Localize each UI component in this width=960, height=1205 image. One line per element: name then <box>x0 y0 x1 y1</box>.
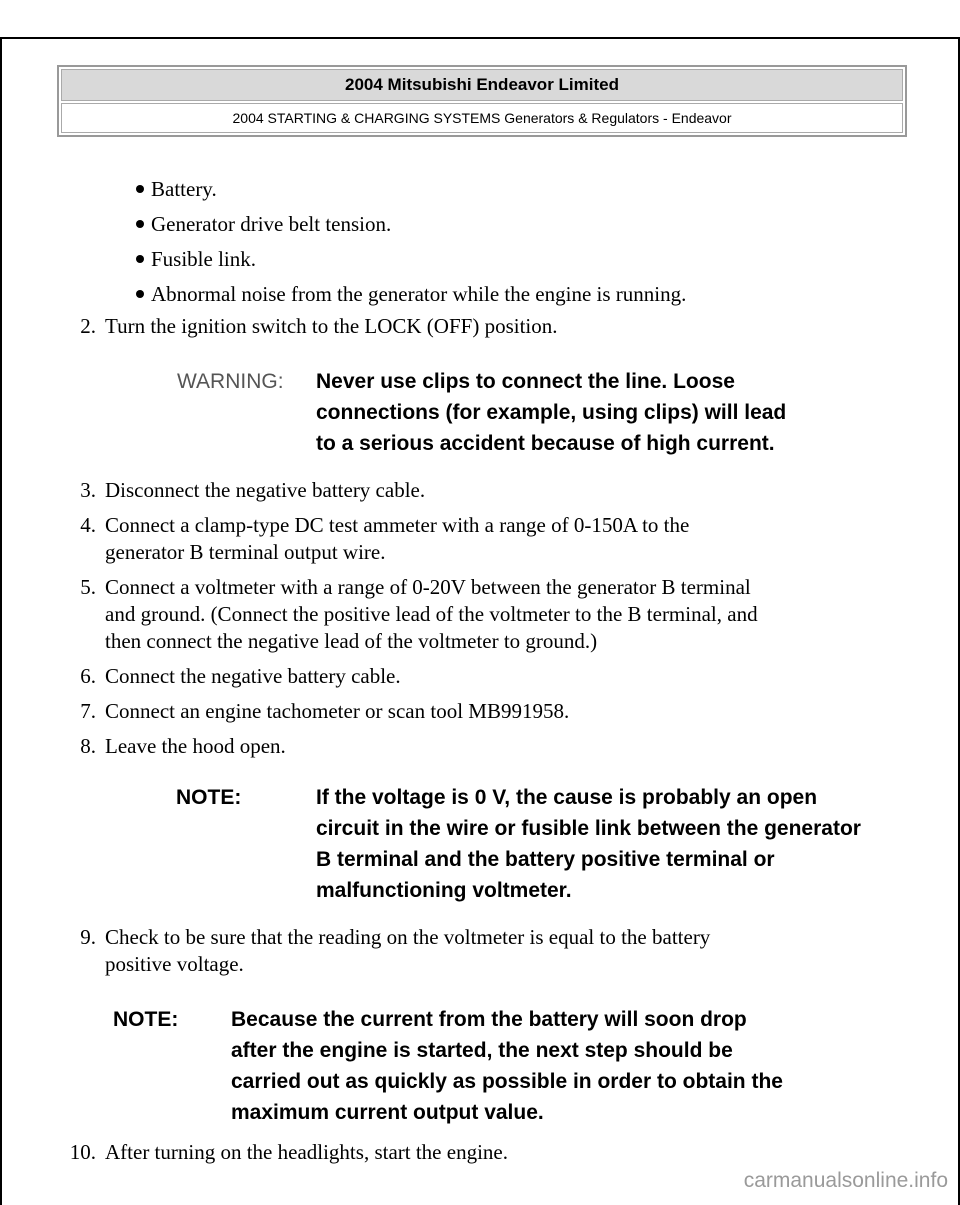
page-frame-top <box>0 37 960 39</box>
step-number: 7. <box>80 699 96 723</box>
bullet-item-fusible-link: Fusible link. <box>151 247 257 271</box>
step-number: 6. <box>80 664 96 688</box>
step-3-text: Disconnect the negative battery cable. <box>105 478 426 502</box>
note-label: NOTE: <box>113 1008 179 1031</box>
bullet-item-abnormal-noise: Abnormal noise from the generator while the engine is running. <box>151 282 687 306</box>
bullet-item-battery: Battery. <box>151 177 217 201</box>
bullet-icon <box>136 290 144 298</box>
step-number: 4. <box>80 513 96 537</box>
bullet-icon <box>136 185 144 193</box>
step-9-text-line: Check to be sure that the reading on the voltmeter is equal to the battery <box>105 925 711 949</box>
step-number: 3. <box>80 478 96 502</box>
document-header <box>57 65 907 137</box>
step-number: 8. <box>80 734 96 758</box>
step-5-text-line: and ground. (Connect the positive lead of the voltmeter to the B terminal, and <box>105 602 758 626</box>
note-text-line: after the engine is started, the next step should be <box>231 1039 733 1062</box>
note-text-line: malfunctioning voltmeter. <box>316 879 572 902</box>
section-title: 2004 STARTING & CHARGING SYSTEMS Generators & Regulators - Endeavor <box>61 103 903 133</box>
step-number: 9. <box>80 925 96 949</box>
note-label: NOTE: <box>176 786 242 809</box>
note-text-line: carried out as quickly as possible in order to obtain the <box>231 1070 783 1093</box>
step-8-text: Leave the hood open. <box>105 734 286 758</box>
step-2-text: Turn the ignition switch to the LOCK (OFF) position. <box>105 314 558 338</box>
warning-text-line: to a serious accident because of high current. <box>316 432 775 455</box>
note-text-line: If the voltage is 0 V, the cause is probably an open <box>316 786 818 809</box>
step-6-text: Connect the negative battery cable. <box>105 664 401 688</box>
step-number: 5. <box>80 575 96 599</box>
note-text-line: Because the current from the battery will soon drop <box>231 1008 747 1031</box>
step-10-text: After turning on the headlights, start the engine. <box>105 1140 508 1164</box>
step-5-text-line: then connect the negative lead of the voltmeter to ground.) <box>105 629 598 653</box>
step-9-text-line: positive voltage. <box>105 952 244 976</box>
note-text-line: maximum current output value. <box>231 1101 544 1124</box>
note-text-line: circuit in the wire or fusible link between the generator <box>316 817 861 840</box>
warning-text-line: Never use clips to connect the line. Loose <box>316 370 735 393</box>
bullet-icon <box>136 255 144 263</box>
watermark: carmanualsonline.info <box>743 1169 948 1192</box>
step-number: 10. <box>69 1140 96 1164</box>
step-number: 2. <box>80 314 96 338</box>
bullet-item-belt-tension: Generator drive belt tension. <box>151 212 392 236</box>
vehicle-title: 2004 Mitsubishi Endeavor Limited <box>61 69 903 101</box>
warning-text-line: connections (for example, using clips) will lead <box>316 401 787 424</box>
step-7-text: Connect an engine tachometer or scan tool MB991958. <box>105 699 570 723</box>
step-5-text-line: Connect a voltmeter with a range of 0-20V between the generator B terminal <box>105 575 751 599</box>
bullet-icon <box>136 220 144 228</box>
note-text-line: B terminal and the battery positive terminal or <box>316 848 775 871</box>
step-4-text-line: generator B terminal output wire. <box>105 540 386 564</box>
page-frame-left <box>0 37 2 1205</box>
step-4-text-line: Connect a clamp-type DC test ammeter with a range of 0-150A to the <box>105 513 690 537</box>
warning-label: WARNING: <box>177 370 284 393</box>
